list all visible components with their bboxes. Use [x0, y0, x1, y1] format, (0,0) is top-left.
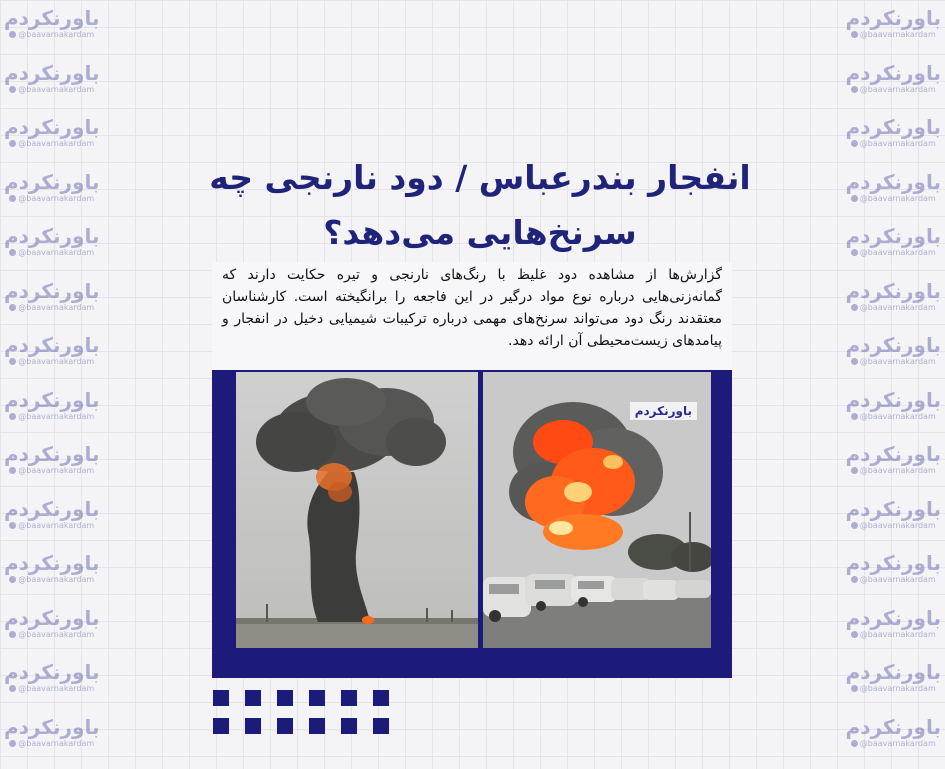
- decor-square: [309, 718, 325, 734]
- watermark: [4, 442, 99, 497]
- watermark-handle-text: @baavarnakardam: [18, 357, 94, 366]
- decor-square: [309, 690, 325, 706]
- social-icon: [851, 140, 858, 147]
- watermark-handle-text: @baavarnakardam: [18, 85, 94, 94]
- watermark-handle-text: @baavarnakardam: [18, 575, 94, 584]
- watermark-handle: [851, 139, 936, 148]
- watermark-handle-text: @baavarnakardam: [18, 739, 94, 748]
- watermark: [846, 333, 941, 388]
- watermark: [4, 497, 99, 552]
- watermark-logo: باورنکردم: [4, 442, 99, 466]
- article-title-line-2: سرنخ‌هایی می‌دهد؟: [200, 205, 760, 260]
- watermark-handle-text: @baavarnakardam: [860, 466, 936, 475]
- watermark: [846, 170, 941, 225]
- watermark-logo: باورنکردم: [846, 606, 941, 630]
- watermark-handle-text: @baavarnakardam: [860, 248, 936, 257]
- watermark-handle-text: @baavarnakardam: [18, 630, 94, 639]
- watermark-handle-text: @baavarnakardam: [860, 739, 936, 748]
- watermark: [846, 497, 941, 552]
- watermark-logo: باورنکردم: [4, 606, 99, 630]
- social-icon: [851, 685, 858, 692]
- watermark-logo: باورنکردم: [4, 170, 99, 194]
- social-icon: [9, 467, 16, 474]
- watermark-handle: [851, 303, 936, 312]
- watermark-handle-text: @baavarnakardam: [18, 139, 94, 148]
- social-icon: [851, 86, 858, 93]
- watermark: [4, 715, 99, 769]
- social-icon: [851, 740, 858, 747]
- watermark-logo: باورنکردم: [4, 333, 99, 357]
- watermark-logo: باورنکردم: [4, 224, 99, 248]
- watermark-column-left: [4, 6, 99, 769]
- watermark-handle-text: @baavarnakardam: [860, 139, 936, 148]
- social-icon: [9, 86, 16, 93]
- watermark-handle: [851, 30, 936, 39]
- watermark-handle-text: @baavarnakardam: [860, 357, 936, 366]
- social-icon: [9, 304, 16, 311]
- watermark-handle: [9, 412, 94, 421]
- watermark-handle: [851, 630, 936, 639]
- watermark-logo: باورنکردم: [846, 61, 941, 85]
- watermark: [4, 170, 99, 225]
- social-icon: [851, 304, 858, 311]
- watermark-handle: [9, 575, 94, 584]
- decor-square: [245, 718, 261, 734]
- watermark: [4, 551, 99, 606]
- watermark: [846, 115, 941, 170]
- mushroom-cloud-illustration: [236, 372, 478, 648]
- watermark-handle: [9, 521, 94, 530]
- watermark: [4, 224, 99, 279]
- watermark: [846, 660, 941, 715]
- watermark-handle: [9, 194, 94, 203]
- watermark: [846, 715, 941, 769]
- decor-square: [213, 718, 229, 734]
- watermark-handle: [851, 85, 936, 94]
- watermark-handle: [851, 739, 936, 748]
- watermark-handle-text: @baavarnakardam: [860, 521, 936, 530]
- decor-square: [277, 718, 293, 734]
- social-icon: [851, 195, 858, 202]
- social-icon: [851, 413, 858, 420]
- social-icon: [9, 740, 16, 747]
- watermark-logo: باورنکردم: [846, 497, 941, 521]
- watermark-handle: [9, 357, 94, 366]
- social-icon: [851, 31, 858, 38]
- watermark-handle-text: @baavarnakardam: [860, 630, 936, 639]
- decor-square: [213, 690, 229, 706]
- watermark: [846, 442, 941, 497]
- watermark-handle-text: @baavarnakardam: [860, 575, 936, 584]
- social-icon: [851, 576, 858, 583]
- social-icon: [851, 358, 858, 365]
- watermark-handle: [851, 248, 936, 257]
- watermark: [846, 606, 941, 661]
- watermark-handle-text: @baavarnakardam: [18, 521, 94, 530]
- watermark: [4, 115, 99, 170]
- watermark-logo: باورنکردم: [846, 115, 941, 139]
- watermark-logo: باورنکردم: [4, 497, 99, 521]
- watermark-handle-text: @baavarnakardam: [18, 466, 94, 475]
- watermark-handle: [851, 466, 936, 475]
- watermark-logo: باورنکردم: [846, 660, 941, 684]
- decor-square: [341, 690, 357, 706]
- watermark-logo: باورنکردم: [4, 115, 99, 139]
- social-icon: [9, 249, 16, 256]
- social-icon: [851, 249, 858, 256]
- watermark: [4, 333, 99, 388]
- watermark-logo: باورنکردم: [846, 224, 941, 248]
- photo-watermark-logo: باورنکردم: [630, 402, 697, 420]
- social-icon: [851, 631, 858, 638]
- watermark-handle-text: @baavarnakardam: [860, 303, 936, 312]
- watermark-handle: [851, 412, 936, 421]
- watermark-logo: باورنکردم: [846, 279, 941, 303]
- watermark-logo: باورنکردم: [846, 551, 941, 575]
- watermark-handle: [9, 684, 94, 693]
- watermark-handle-text: @baavarnakardam: [860, 30, 936, 39]
- social-icon: [9, 522, 16, 529]
- watermark-handle-text: @baavarnakardam: [18, 684, 94, 693]
- watermark-logo: باورنکردم: [4, 279, 99, 303]
- article-body-box: [212, 262, 732, 370]
- watermark-handle: [9, 248, 94, 257]
- watermark: [846, 224, 941, 279]
- decor-square: [341, 718, 357, 734]
- watermark-handle: [851, 575, 936, 584]
- watermark-logo: باورنکردم: [846, 388, 941, 412]
- watermark-logo: باورنکردم: [4, 715, 99, 739]
- watermark-handle: [9, 739, 94, 748]
- watermark: [846, 6, 941, 61]
- social-icon: [9, 195, 16, 202]
- watermark-logo: باورنکردم: [4, 660, 99, 684]
- watermark: [846, 551, 941, 606]
- social-icon: [851, 467, 858, 474]
- watermark-logo: باورنکردم: [846, 442, 941, 466]
- watermark: [4, 279, 99, 334]
- explosion-photo-right: [483, 372, 711, 648]
- watermark: [846, 388, 941, 443]
- watermark: [846, 279, 941, 334]
- social-icon: [9, 140, 16, 147]
- watermark-column-right: [846, 6, 941, 769]
- watermark-logo: باورنکردم: [4, 388, 99, 412]
- social-icon: [9, 576, 16, 583]
- watermark-handle: [9, 30, 94, 39]
- watermark-handle-text: @baavarnakardam: [860, 85, 936, 94]
- decor-square: [245, 690, 261, 706]
- watermark-handle-text: @baavarnakardam: [860, 412, 936, 421]
- watermark-logo: باورنکردم: [846, 715, 941, 739]
- watermark-handle-text: @baavarnakardam: [860, 194, 936, 203]
- watermark-handle: [851, 521, 936, 530]
- social-icon: [9, 31, 16, 38]
- watermark: [4, 388, 99, 443]
- watermark-logo: باورنکردم: [846, 333, 941, 357]
- watermark-handle: [851, 194, 936, 203]
- explosion-photo-left: [236, 372, 478, 648]
- social-icon: [9, 413, 16, 420]
- watermark-handle: [9, 466, 94, 475]
- watermark-logo: باورنکردم: [4, 6, 99, 30]
- watermark-handle: [9, 630, 94, 639]
- watermark-handle: [9, 139, 94, 148]
- article-title: [200, 150, 760, 260]
- watermark: [4, 61, 99, 116]
- watermark-logo: باورنکردم: [846, 170, 941, 194]
- watermark-handle-text: @baavarnakardam: [18, 412, 94, 421]
- decor-square: [277, 690, 293, 706]
- article-title-line-1: انفجار بندرعباس / دود نارنجی چه: [200, 150, 760, 205]
- social-icon: [851, 522, 858, 529]
- watermark-handle: [9, 303, 94, 312]
- watermark: [846, 61, 941, 116]
- decor-square: [373, 718, 389, 734]
- watermark: [4, 6, 99, 61]
- decor-square: [373, 690, 389, 706]
- watermark-handle-text: @baavarnakardam: [860, 684, 936, 693]
- article-body: گزارش‌ها از مشاهده دود غلیظ با رنگ‌های نارنجی و تیره حکایت دارند که گمانه‌زنی‌هایی درباره نوع مواد درگیر در این فاجعه را برانگیخته است. کارشناسان معتقدند رنگ دود می‌تواند سرنخ‌های مهمی درباره ترکیبات شیمیایی دخیل در انفجار و پیامدهای زیست‌محیطی آن ارائه دهد.: [222, 264, 722, 352]
- decorative-squares: [213, 690, 373, 734]
- watermark-handle-text: @baavarnakardam: [18, 303, 94, 312]
- watermark-handle-text: @baavarnakardam: [18, 248, 94, 257]
- watermark: [4, 606, 99, 661]
- watermark-logo: باورنکردم: [4, 61, 99, 85]
- watermark-handle: [9, 85, 94, 94]
- watermark-handle: [851, 357, 936, 366]
- watermark-handle-text: @baavarnakardam: [18, 194, 94, 203]
- social-icon: [9, 358, 16, 365]
- watermark: [4, 660, 99, 715]
- social-icon: [9, 631, 16, 638]
- watermark-logo: باورنکردم: [4, 551, 99, 575]
- watermark-logo: باورنکردم: [846, 6, 941, 30]
- social-icon: [9, 685, 16, 692]
- watermark-handle-text: @baavarnakardam: [18, 30, 94, 39]
- watermark-handle: [851, 684, 936, 693]
